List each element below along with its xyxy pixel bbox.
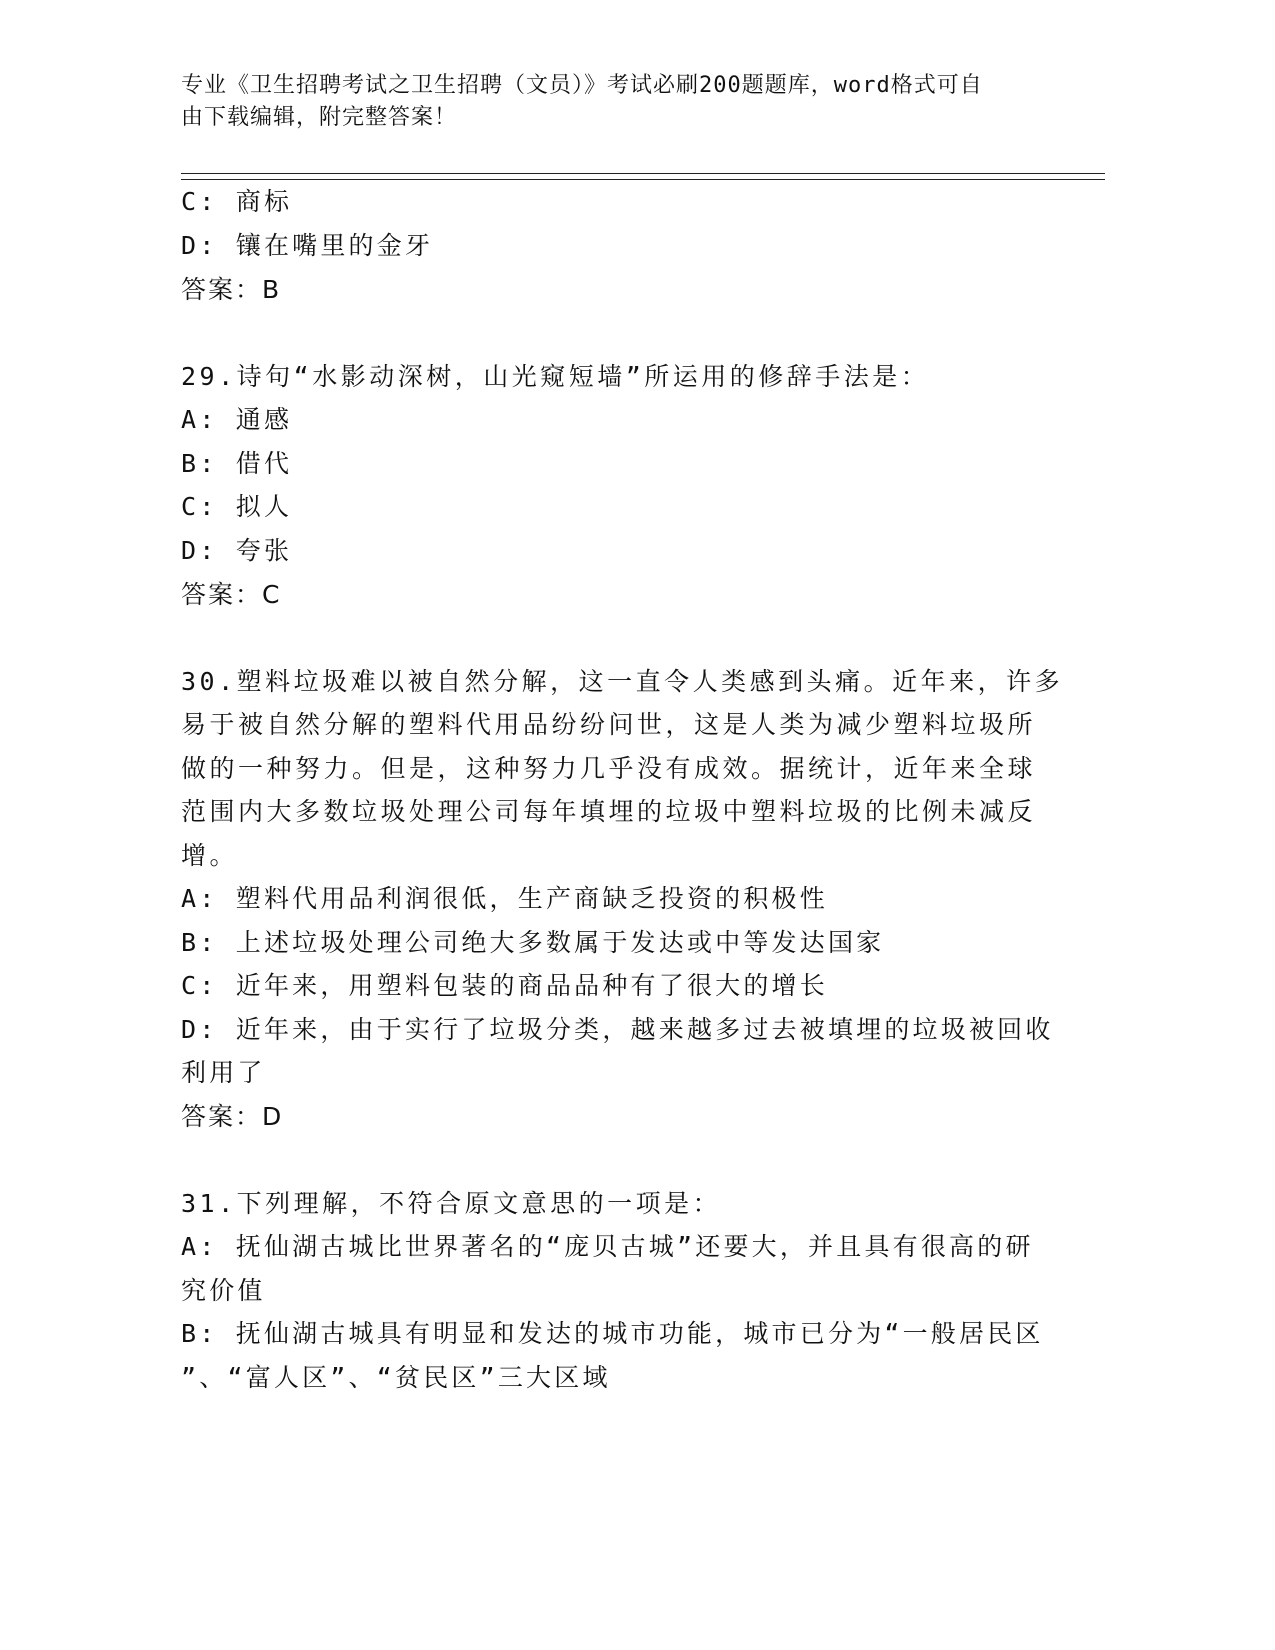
q30-stem-line-5: 增。 — [181, 841, 239, 870]
q30-option-a: A: 塑料代用品利润很低，生产商缺乏投资的积极性 — [181, 884, 828, 913]
header-divider-top — [181, 173, 1105, 174]
q31-option-b-line-1: B: 抚仙湖古城具有明显和发达的城市功能，城市已分为“一般居民区 — [181, 1319, 1044, 1348]
q29-option-a: A: 通感 — [181, 405, 293, 434]
header-line-2: 由下载编辑，附完整答案！ — [181, 105, 458, 130]
header-divider-bottom — [181, 179, 1105, 180]
q30-option-b: B: 上述垃圾处理公司绝大多数属于发达或中等发达国家 — [181, 928, 885, 957]
q30-stem-line-4: 范围内大多数垃圾处理公司每年填埋的垃圾中塑料垃圾的比例未减反 — [181, 797, 1037, 826]
q29-option-d: D: 夸张 — [181, 536, 293, 565]
q30-option-d-line-2: 利用了 — [181, 1058, 266, 1087]
header-line-1: 专业《卫生招聘考试之卫生招聘（文员）》考试必刷200题题库，word格式可自 — [181, 73, 983, 98]
q30-stem-line-1: 30.塑料垃圾难以被自然分解，这一直令人类感到头痛。近年来，许多 — [181, 667, 1064, 696]
q31-option-b-line-2: ”、“富人区”、“贫民区”三大区域 — [181, 1363, 611, 1392]
q29-option-c: C: 拟人 — [181, 492, 293, 521]
q29-option-b: B: 借代 — [181, 449, 293, 478]
q29-stem: 29.诗句“水影动深树，山光窥短墙”所运用的修辞手法是： — [181, 362, 930, 391]
q31-option-a-line-1: A: 抚仙湖古城比世界著名的“庞贝古城”还要大，并且具有很高的研 — [181, 1232, 1034, 1261]
q30-answer: 答案：D — [181, 1102, 284, 1131]
q31-stem: 31.下列理解，不符合原文意思的一项是： — [181, 1189, 722, 1218]
q30-option-d-line-1: D: 近年来，由于实行了垃圾分类，越来越多过去被填埋的垃圾被回收 — [181, 1015, 1054, 1044]
prev-answer: 答案：B — [181, 275, 282, 304]
q30-stem-line-3: 做的一种努力。但是，这种努力几乎没有成效。据统计，近年来全球 — [181, 754, 1037, 783]
prev-option-d: D: 镶在嘴里的金牙 — [181, 231, 434, 260]
prev-option-c: C: 商标 — [181, 187, 293, 216]
q31-option-a-line-2: 究价值 — [181, 1276, 266, 1305]
q29-answer: 答案：C — [181, 580, 282, 609]
q30-stem-line-2: 易于被自然分解的塑料代用品纷纷问世，这是人类为减少塑料垃圾所 — [181, 710, 1037, 739]
document-header — [181, 70, 1051, 134]
q30-option-c: C: 近年来，用塑料包装的商品品种有了很大的增长 — [181, 971, 828, 1000]
